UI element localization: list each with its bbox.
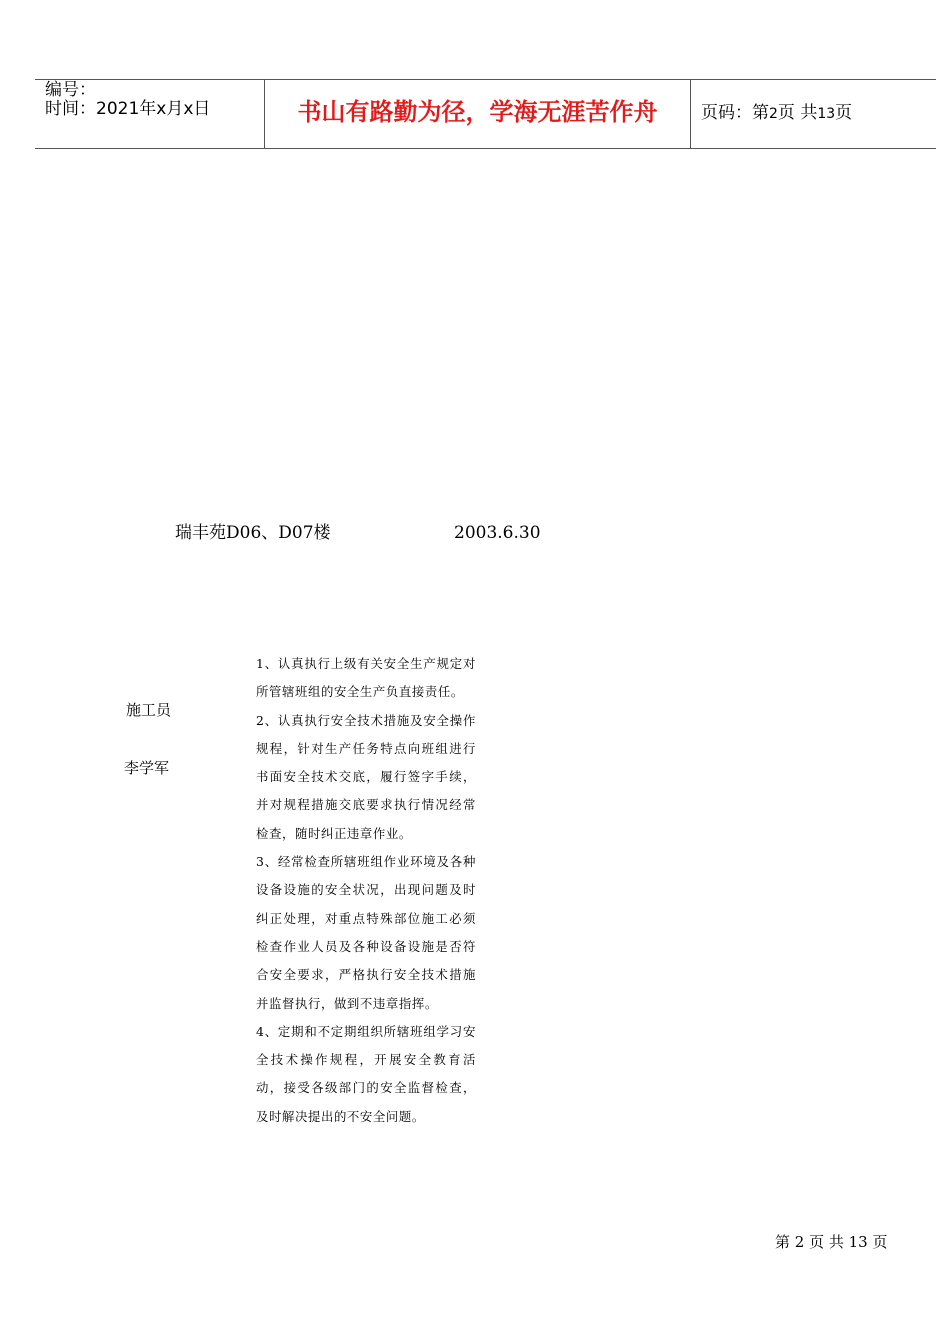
page-prefix: 页码：第 [701, 103, 769, 123]
document-time-label: 时间：2021年x月x日 [45, 99, 211, 119]
duty-item: 3、经常检查所辖班组作业环境及各种设备设施的安全状况，出现问题及时纠正处理，对重点特殊部位施工必须检查作业人员及各种设备设施是否符合安全要求，严格执行安全技术措施并监督执行，做到不违章指挥。 [256, 854, 476, 1011]
document-number-label: 编号： [45, 80, 96, 100]
page-suffix: 页 [835, 103, 853, 123]
header-page-number [701, 102, 852, 125]
role-title: 施工员 [126, 701, 172, 719]
footer-page-number: 第 2 页 共 13 页 [775, 1233, 888, 1251]
person-name: 李学军 [124, 759, 170, 777]
header-info-cell [35, 80, 265, 148]
document-date: 2003.6.30 [454, 523, 541, 543]
duties-list [256, 650, 476, 1131]
page-total: 13 [817, 106, 836, 122]
header-page-cell [691, 80, 936, 148]
duty-item: 2、认真执行安全技术措施及安全操作规程，针对生产任务特点向班组进行书面安全技术交底，履行签字手续，并对规程措施交底要求执行情况经常检查，随时纠正违章作业。 [256, 712, 476, 841]
header-motto-cell [265, 80, 691, 148]
header-motto: 书山有路勤为径，学海无涯苦作舟 [297, 98, 658, 126]
duty-item: 1、认真执行上级有关安全生产规定对所管辖班组的安全生产负直接责任。 [256, 656, 476, 700]
duty-item: 4、定期和不定期组织所辖班组学习安全技术操作规程，开展安全教育活动，接受各级部门的安全监督检查，及时解决提出的不安全问题。 [256, 1023, 476, 1124]
page-header [35, 79, 936, 149]
project-name: 瑞丰苑D06、D07楼 [175, 523, 331, 543]
page-current: 2 [769, 106, 778, 122]
page-middle: 页 共 [777, 103, 818, 123]
